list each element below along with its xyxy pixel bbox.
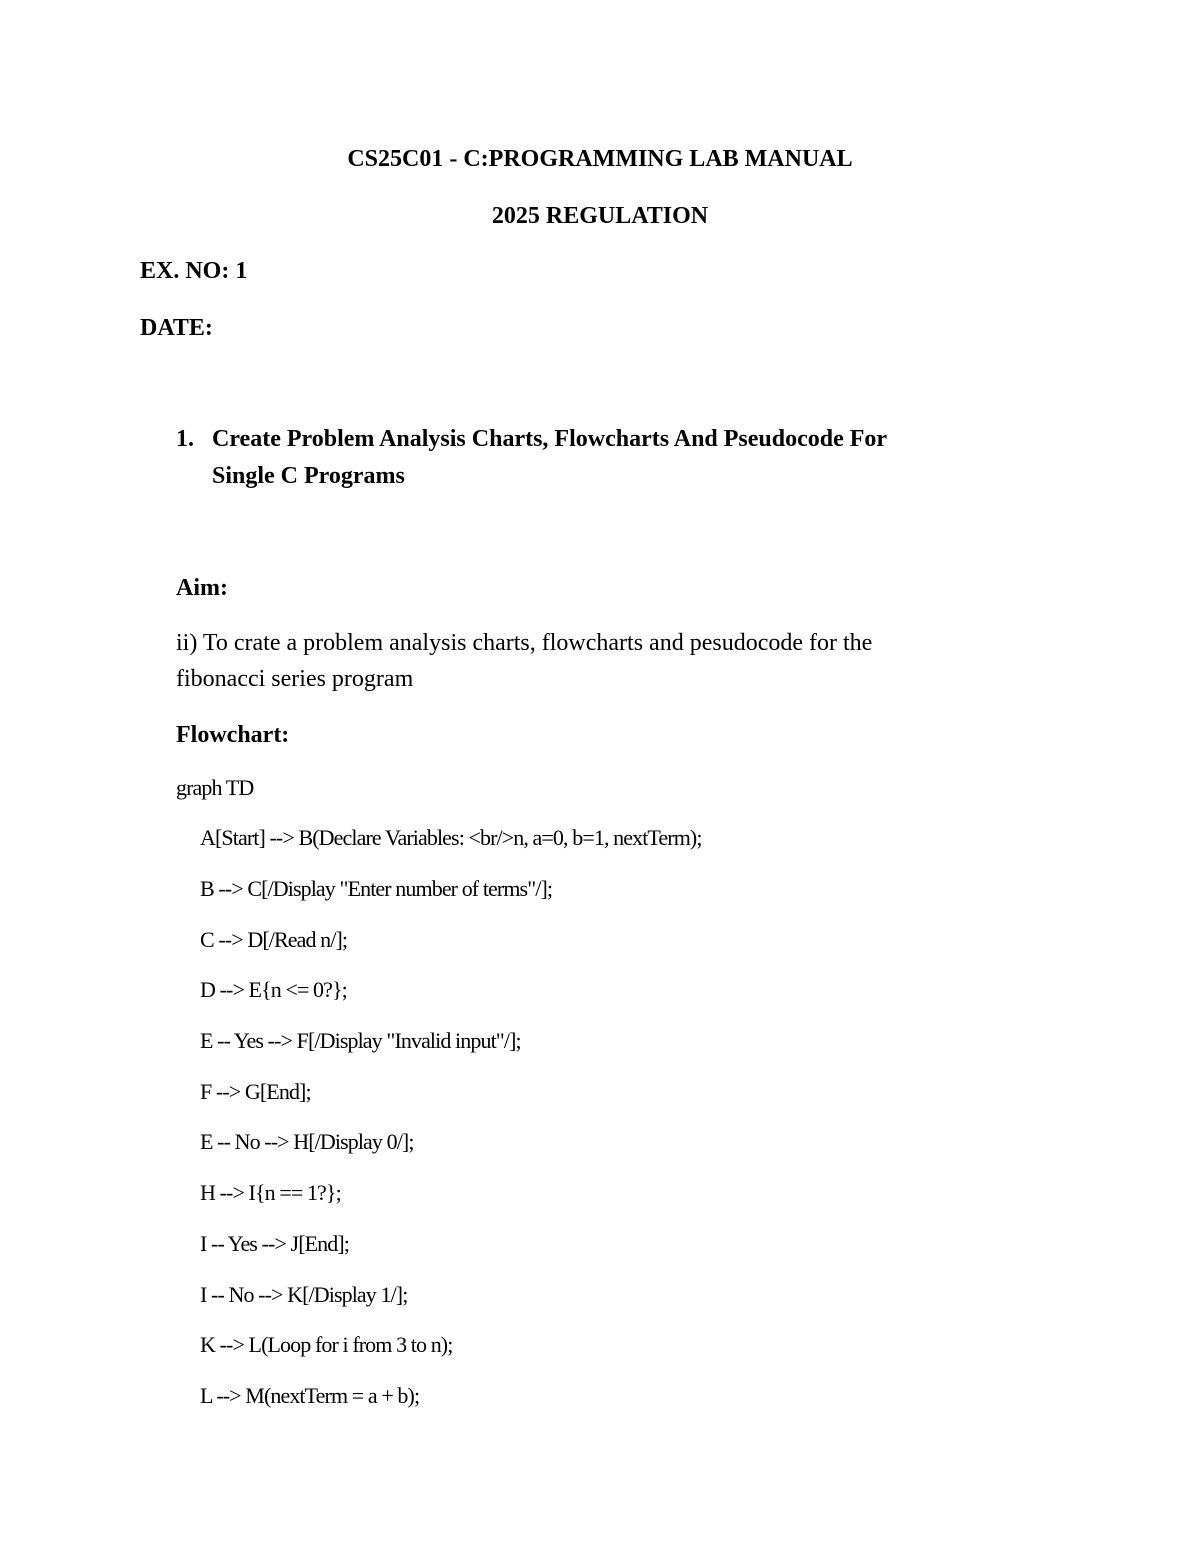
code-line: E -- No --> H[/Display 0/];	[200, 1129, 414, 1154]
code-line: K --> L(Loop for i from 3 to n);	[200, 1332, 453, 1357]
code-line: B --> C[/Display "Enter number of terms"/];	[200, 876, 553, 901]
code-line: I -- No --> K[/Display 1/];	[200, 1282, 408, 1307]
code-line: H --> I{n == 1?};	[200, 1180, 341, 1205]
aim-heading: Aim:	[176, 575, 228, 601]
flowchart-heading: Flowchart:	[176, 722, 290, 748]
regulation-heading: 2025 REGULATION	[491, 203, 709, 229]
graph-declaration: graph TD	[176, 775, 254, 800]
code-line: L --> M(nextTerm = a + b);	[200, 1383, 420, 1408]
aim-text-line2: fibonacci series program	[176, 666, 414, 692]
aim-text-line1: ii) To crate a problem analysis charts, flowcharts and pesudocode for the	[176, 630, 873, 656]
exercise-number: EX. NO: 1	[140, 258, 248, 284]
date-label: DATE:	[140, 315, 213, 341]
code-line: A[Start] --> B(Declare Variables: <br/>n, a=0, b=1, nextTerm);	[200, 825, 702, 850]
section-number: 1.	[176, 426, 194, 452]
section-title-line2: Single C Programs	[212, 463, 405, 489]
section-title-line1: Create Problem Analysis Charts, Flowcharts And Pseudocode For	[212, 426, 888, 452]
document-title: CS25C01 - C:PROGRAMMING LAB MANUAL	[347, 146, 853, 172]
code-line: F --> G[End];	[200, 1079, 311, 1104]
code-line: E -- Yes --> F[/Display "Invalid input"/];	[200, 1028, 521, 1053]
code-line: D --> E{n <= 0?};	[200, 977, 347, 1002]
code-line: I -- Yes --> J[End];	[200, 1231, 349, 1256]
code-line: C --> D[/Read n/];	[200, 927, 348, 952]
